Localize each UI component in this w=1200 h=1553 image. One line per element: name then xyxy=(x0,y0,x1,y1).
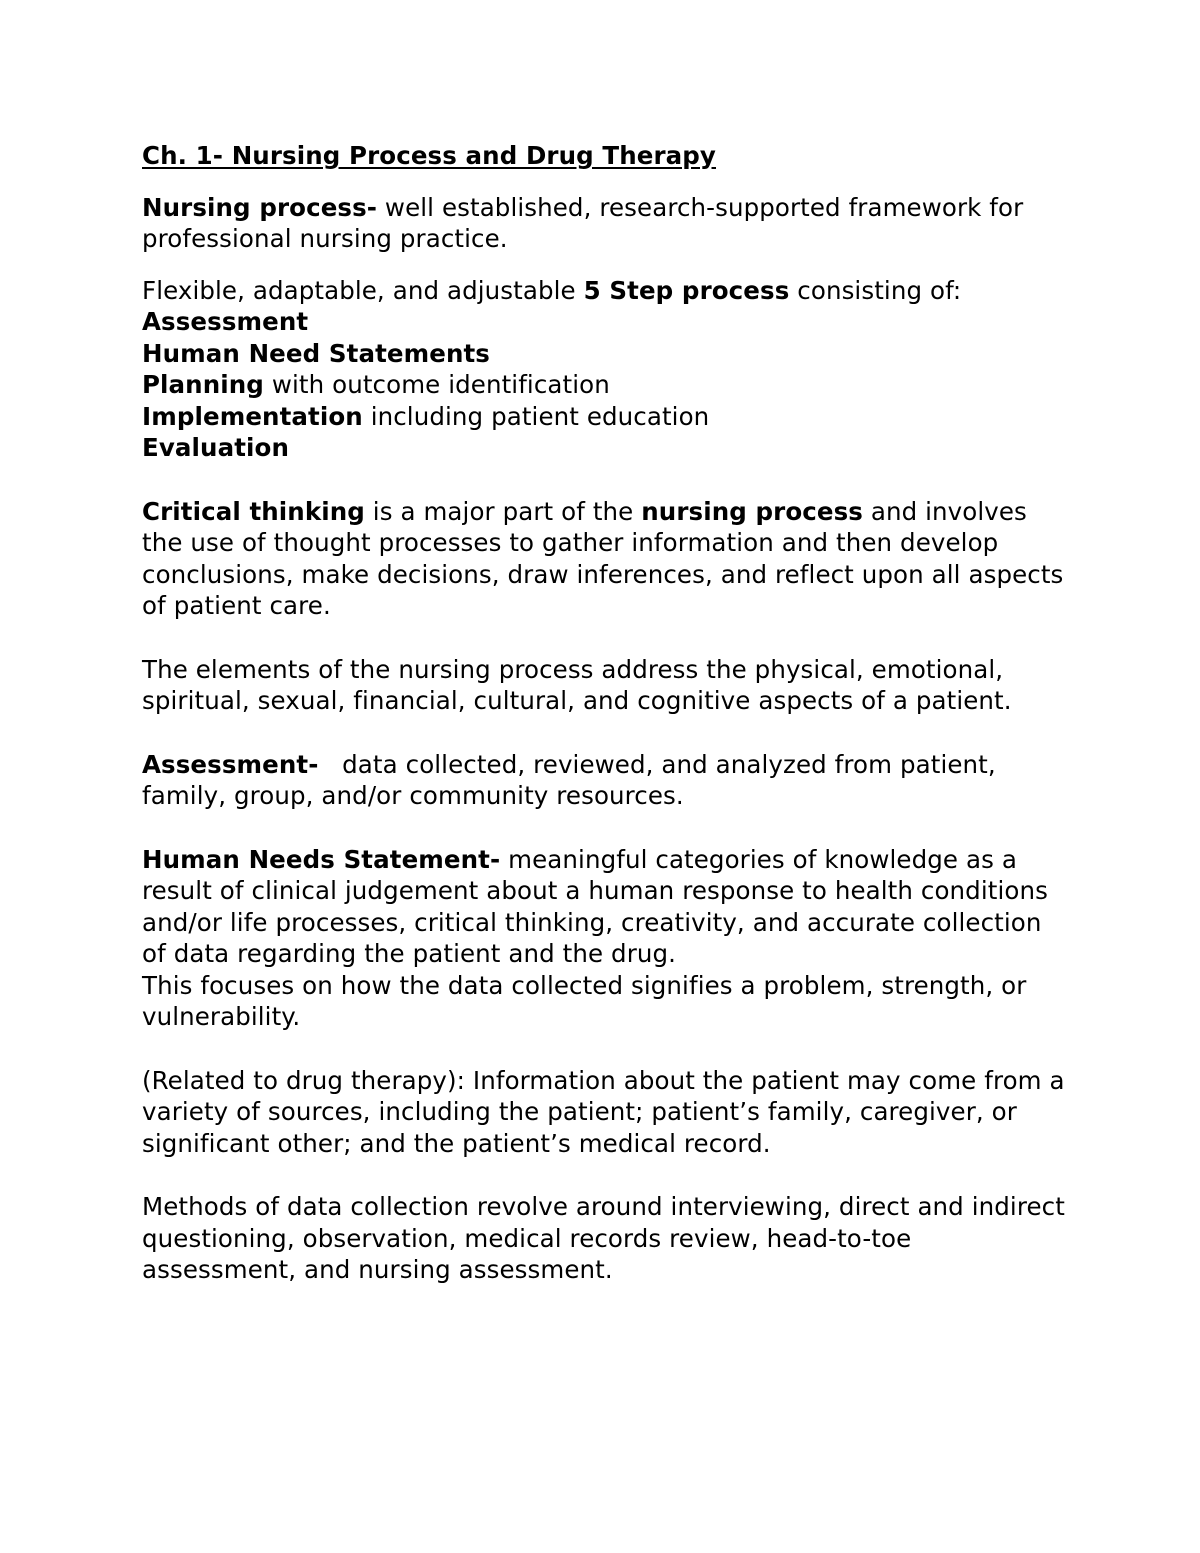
paragraph-data-collection: Methods of data collection revolve around interviewing, direct and indirect questioning, observation, medical records review, head-to-toe assessment, and nursing assessment. xyxy=(142,1192,1065,1284)
paragraph-human-needs xyxy=(142,844,1072,970)
critical-thinking-mid: is a major part of the xyxy=(364,496,642,526)
document-title: Ch. 1- Nursing Process and Drug Therapy xyxy=(142,141,716,170)
term-human-needs-statement: Human Needs Statement- xyxy=(142,844,501,874)
paragraph-critical-thinking xyxy=(142,496,1072,622)
step-detail: with outcome identification xyxy=(263,370,610,399)
step-name: Implementation xyxy=(142,401,363,431)
list-item xyxy=(142,432,1072,464)
term-assessment: Assessment- xyxy=(142,749,319,779)
paragraph-focus: This focuses on how the data collected signifies a problem, strength, or vulnerability. xyxy=(142,970,1027,1031)
step-detail: including patient education xyxy=(362,401,710,431)
list-item xyxy=(142,338,1072,370)
definition-assessment: data collected, reviewed, and analyzed from patient, family, group, and/or community resources. xyxy=(142,749,1004,810)
five-step-intro: Flexible, adaptable, and adjustable xyxy=(142,275,584,305)
term-nursing-process: Nursing process- xyxy=(142,192,378,222)
paragraph-elements: The elements of the nursing process address the physical, emotional, spiritual, sexual, financial, cultural, and cognitive aspects of a patient. xyxy=(142,654,1012,715)
five-step-emphasis: 5 Step process xyxy=(583,275,790,305)
steps-list xyxy=(142,306,1072,464)
paragraph-five-step xyxy=(142,275,1072,307)
paragraph-nursing-process xyxy=(142,192,1072,255)
document-page xyxy=(142,140,1072,1286)
paragraph-drug-therapy: (Related to drug therapy): Information about the patient may come from a variety of sources, including the patient; patient’s family, caregiver, or significant other; and the patient’s medical record. xyxy=(142,1065,1065,1158)
paragraph-assessment xyxy=(142,749,1072,812)
term-critical-thinking: Critical thinking xyxy=(142,496,365,526)
step-name: Human Need Statements xyxy=(142,338,490,368)
step-name: Planning xyxy=(142,370,264,399)
list-item xyxy=(142,306,1072,338)
list-item xyxy=(142,401,1072,433)
definition-nursing-process: well established, research-supported framework for professional nursing practice. xyxy=(142,192,1024,253)
list-item xyxy=(142,369,1072,401)
critical-thinking-rest: and involves the use of thought processes to gather information and then develop conclusions, make decisions, draw inferences, and reflect upon all aspects of patient care. xyxy=(142,496,1064,620)
term-nursing-process-inline: nursing process xyxy=(641,496,863,526)
step-name: Evaluation xyxy=(142,433,289,462)
step-name: Assessment xyxy=(142,307,309,336)
definition-human-needs-statement: meaningful categories of knowledge as a result of clinical judgement about a human response to health conditions and/or life processes, critical thinking, creativity, and accurate collection of data regarding the patient and the drug. xyxy=(142,844,1048,968)
five-step-outro: consisting of: xyxy=(789,275,962,305)
